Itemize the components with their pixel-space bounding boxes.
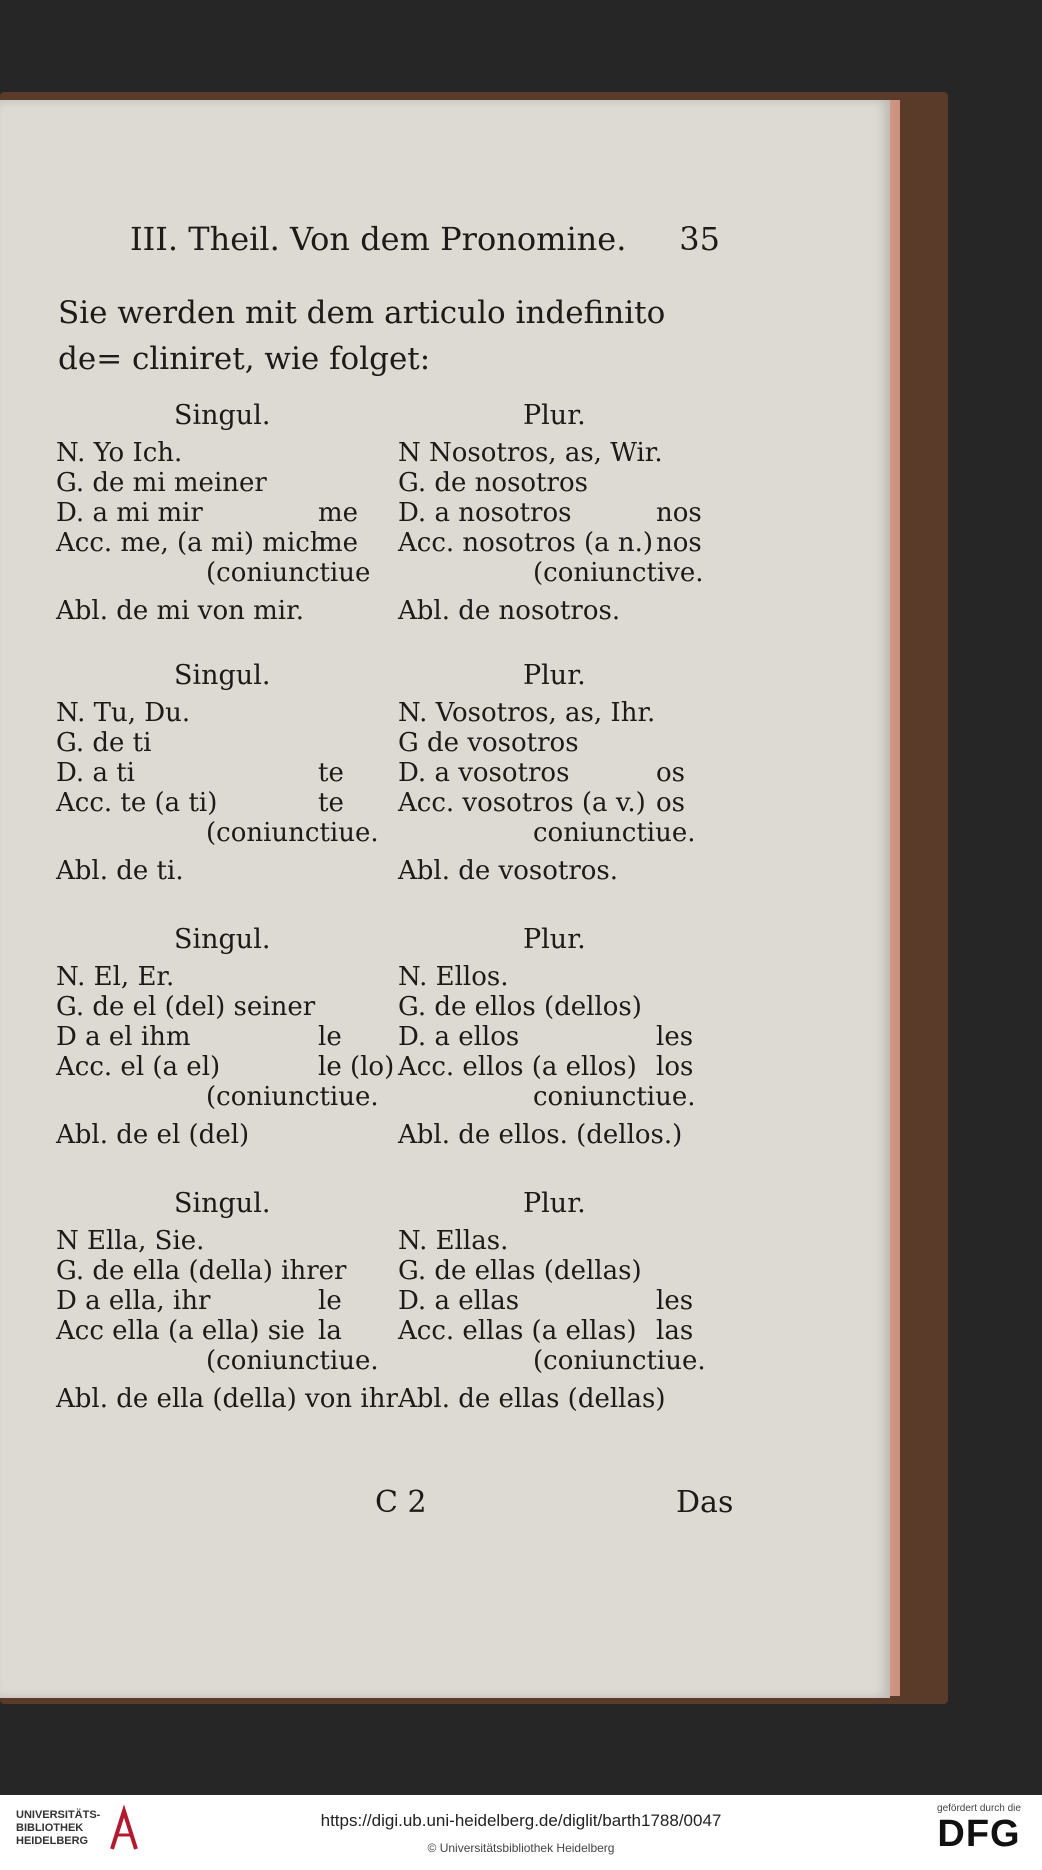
plural-bracket-form: les <box>656 1286 694 1316</box>
plural-case-row: Acc. nosotros (a n.) <box>398 528 654 558</box>
plural-heading: Plur. <box>523 660 586 691</box>
viewer-footer <box>0 1795 1042 1870</box>
singular-case-row: G. de ti <box>56 728 152 758</box>
page-number: 35 <box>679 220 720 258</box>
plural-case-row: (coniunctive. <box>533 558 704 588</box>
plural-case-row: Abl. de ellas (dellas) <box>398 1384 666 1414</box>
singular-case-row: Acc. el (a el) <box>56 1052 221 1082</box>
singular-case-row: N. El, Er. <box>56 962 175 992</box>
plural-case-row: N Nosotros, as, Wir. <box>398 438 663 468</box>
singular-case-row: Acc. te (a ti) <box>56 788 218 818</box>
singular-bracket-form: la <box>318 1316 342 1346</box>
plural-case-row: coniunctiue. <box>533 1082 696 1112</box>
plural-bracket-form: nos <box>656 528 702 558</box>
plural-case-row: N. Vosotros, as, Ihr. <box>398 698 656 728</box>
dfg-note: gefördert durch die <box>937 1803 1021 1814</box>
plural-case-row: Abl. de nosotros. <box>398 596 621 626</box>
singular-case-row: Abl. de mi von mir. <box>56 596 304 626</box>
plural-case-row: (coniunctiue. <box>533 1346 706 1376</box>
plural-heading: Plur. <box>523 400 586 431</box>
singular-case-row: D. a mi mir <box>56 498 203 528</box>
plural-case-row: G. de ellos (dellos) <box>398 992 642 1022</box>
singular-heading: Singul. <box>174 924 271 955</box>
plural-case-row: G de vosotros <box>398 728 579 758</box>
plural-bracket-form: les <box>656 1022 694 1052</box>
library-name-line1: UNIVERSITÄTS- <box>16 1809 101 1821</box>
singular-bracket-form: le (lo) <box>318 1052 395 1082</box>
singular-case-row: (coniunctiue <box>206 558 371 588</box>
singular-case-row: Abl. de ti. <box>56 856 184 886</box>
singular-case-row: N. Yo Ich. <box>56 438 183 468</box>
plural-case-row: D. a nosotros <box>398 498 572 528</box>
plural-heading: Plur. <box>523 1188 586 1219</box>
plural-case-row: N. Ellos. <box>398 962 509 992</box>
singular-case-row: (coniunctiue. <box>206 818 379 848</box>
header-title: III. Theil. Von dem Pronomine. <box>130 220 627 258</box>
copyright-notice: © Universitätsbibliothek Heidelberg <box>427 1841 615 1855</box>
singular-case-row: G. de mi meiner <box>56 468 267 498</box>
plural-case-row: D. a ellas <box>398 1286 520 1316</box>
dfg-logo <box>924 1803 1034 1854</box>
page-url[interactable]: https://digi.ub.uni-heidelberg.de/diglit/barth1788/0047 <box>320 1811 722 1830</box>
dfg-wordmark: DFG <box>937 1813 1021 1855</box>
book-page <box>0 100 890 1698</box>
plural-case-row: D. a ellos <box>398 1022 520 1052</box>
singular-bracket-form: le <box>318 1286 342 1316</box>
singular-heading: Singul. <box>174 660 271 691</box>
singular-heading: Singul. <box>174 400 271 431</box>
singular-case-row: N. Tu, Du. <box>56 698 191 728</box>
singular-case-row: D a ella, ihr <box>56 1286 211 1316</box>
plural-bracket-form: nos <box>656 498 702 528</box>
plural-bracket-form: los <box>656 1052 694 1082</box>
plural-case-row: D. a vosotros <box>398 758 570 788</box>
singular-case-row: G. de ella (della) ihrer <box>56 1256 347 1286</box>
singular-case-row: D a el ihm <box>56 1022 191 1052</box>
singular-heading: Singul. <box>174 1188 271 1219</box>
singular-case-row: D. a ti <box>56 758 135 788</box>
plural-bracket-form: os <box>656 758 685 788</box>
singular-bracket-form: me <box>318 498 359 528</box>
plural-case-row: G. de ellas (dellas) <box>398 1256 642 1286</box>
singular-case-row: N Ella, Sie. <box>56 1226 205 1256</box>
plural-case-row: G. de nosotros <box>398 468 588 498</box>
singular-bracket-form: te <box>318 758 344 788</box>
plural-case-row: Abl. de ellos. (dellos.) <box>398 1120 683 1150</box>
singular-case-row: Abl. de ella (della) von ihr <box>56 1384 398 1414</box>
singular-case-row: (coniunctiue. <box>206 1082 379 1112</box>
plural-case-row: coniunctiue. <box>533 818 696 848</box>
catchword: Das <box>676 1485 734 1520</box>
library-name-line3: HEIDELBERG <box>16 1835 89 1847</box>
singular-case-row: Acc. me, (a mi) mich <box>56 528 327 558</box>
plural-case-row: N. Ellas. <box>398 1226 509 1256</box>
intro-text: Sie werden mit dem articulo indefinito de= cliniret, wie folget: <box>58 295 666 377</box>
singular-case-row: (coniunctiue. <box>206 1346 379 1376</box>
singular-case-row: Acc ella (a ella) sie <box>56 1316 305 1346</box>
singular-bracket-form: le <box>318 1022 342 1052</box>
library-name-line2: BIBLIOTHEK <box>16 1822 84 1834</box>
plural-heading: Plur. <box>523 924 586 955</box>
plural-case-row: Acc. ellos (a ellos) <box>398 1052 637 1082</box>
signature-mark: C 2 <box>375 1485 427 1520</box>
plural-case-row: Acc. vosotros (a v.) <box>398 788 646 818</box>
singular-bracket-form: me <box>318 528 359 558</box>
singular-case-row: G. de el (del) seiner <box>56 992 316 1022</box>
singular-bracket-form: te <box>318 788 344 818</box>
singular-case-row: Abl. de el (del) <box>56 1120 250 1150</box>
plural-bracket-form: las <box>656 1316 694 1346</box>
plural-case-row: Abl. de vosotros. <box>398 856 619 886</box>
plural-case-row: Acc. ellas (a ellas) <box>398 1316 637 1346</box>
plural-bracket-form: os <box>656 788 685 818</box>
